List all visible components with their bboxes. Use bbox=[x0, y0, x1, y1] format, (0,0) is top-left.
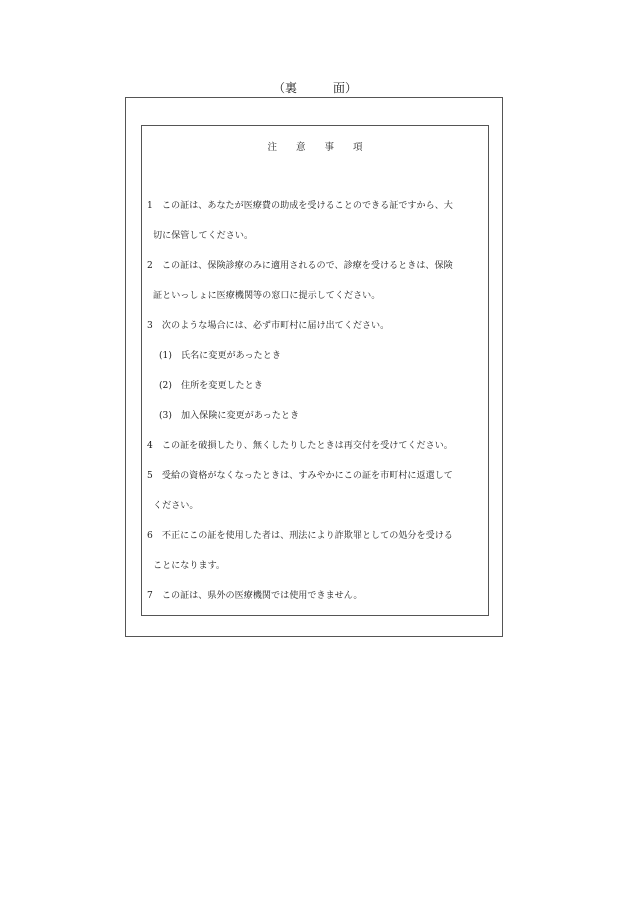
notice-item-1-cont: 切に保管してください。 bbox=[153, 231, 254, 241]
notice-item-6-cont: ことになります。 bbox=[153, 561, 226, 571]
notice-item-1: 1 この証は、あなたが医療費の助成を受けることのできる証ですから、大 bbox=[147, 201, 453, 211]
notice-item-2-cont: 証といっしょに医療機関等の窓口に提示してください。 bbox=[153, 291, 381, 301]
notice-item-5: 5 受給の資格がなくなったときは、すみやかにこの証を市町村に返還して bbox=[147, 471, 453, 481]
notice-frame bbox=[141, 125, 489, 616]
notice-subitem-1: (1) 氏名に変更があったとき bbox=[159, 351, 281, 361]
notice-item-4: 4 この証を破損したり、無くしたりしたときは再交付を受けてください。 bbox=[147, 441, 453, 451]
notice-subitem-2: (2) 住所を変更したとき bbox=[159, 381, 263, 391]
notice-title: 注 意 事 項 bbox=[267, 142, 363, 153]
notice-item-2: 2 この証は、保険診療のみに適用されるので、診療を受けるときは、保険 bbox=[147, 261, 453, 271]
notice-subitem-3: (3) 加入保険に変更があったとき bbox=[159, 411, 300, 421]
notice-item-7: 7 この証は、県外の医療機関では使用できません。 bbox=[147, 591, 363, 601]
page-header: （裏 面） bbox=[272, 81, 357, 95]
notice-item-5-cont: ください。 bbox=[153, 501, 199, 511]
notice-item-3: 3 次のような場合には、必ず市町村に届け出てください。 bbox=[147, 321, 390, 331]
notice-item-6: 6 不正にこの証を使用した者は、刑法により詐欺罪としての処分を受ける bbox=[147, 531, 453, 541]
